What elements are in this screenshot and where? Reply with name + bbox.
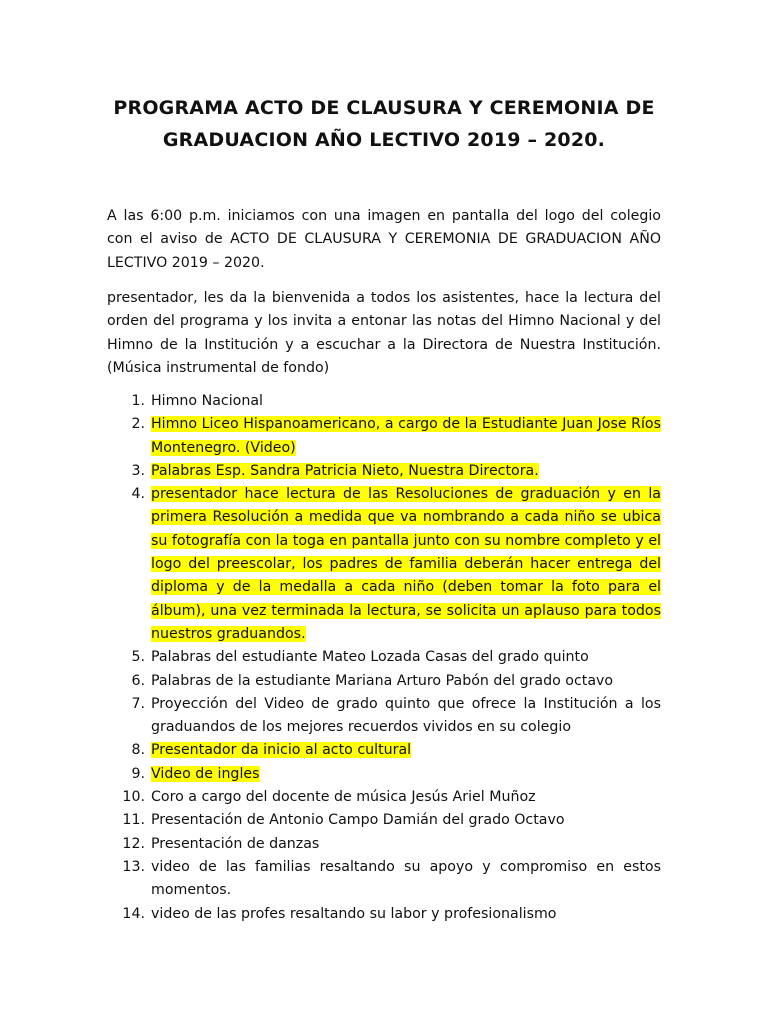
program-item-text: Himno Nacional [151,393,263,409]
title-line-2: GRADUACION AÑO LECTIVO 2019 – 2020. [162,129,606,151]
program-item [107,413,661,460]
program-item-number: 13. [122,858,145,875]
program-item-number: 11. [122,812,145,829]
program-item-text: presentador hace lectura de las Resoluciones de graduación y en la primera Resolución a medida que va nombrando a cada niño se ubica su fotografía con la toga en pantalla junto con su nombre completo y el logo del preescolar, los padres de familia deberán hacer entrega del diploma y de la medalla a cada niño (deben tomar la foto para el álbum), una vez terminada la lectura, se solicita un aplauso para todos nuestros graduandos. [151,486,661,642]
program-item [107,903,661,926]
program-item-text: Himno Liceo Hispanoamericano, a cargo de la Estudiante Juan Jose Ríos Montenegro. (Video) [151,416,661,456]
program-item-text: Presentación de danzas [151,835,320,852]
program-item-text: Proyección del Video de grado quinto que ofrece la Institución a los graduandos de los mejores recuerdos vividos en su colegio [151,695,661,736]
program-item-number: 10. [122,789,145,806]
program-item-number: 3. [131,462,145,479]
program-item-text: Presentación de Antonio Campo Damián del grado Octavo [151,812,565,829]
program-item [107,390,661,413]
program-item-number: 9. [131,765,145,782]
program-list [107,390,661,926]
program-item-text: Palabras del estudiante Mateo Lozada Casas del grado quinto [151,649,589,666]
program-item-number: 4. [131,486,145,503]
intro-paragraph: A las 6:00 p.m. iniciamos con una imagen en pantalla del logo del colegio con el aviso de ACTO DE CLAUSURA Y CEREMONIA DE GRADUACION AÑO LECTIVO 2019 – 2020. [107,208,661,271]
program-item-text: Presentador da inicio al acto cultural [151,742,412,759]
program-item [107,483,661,646]
program-item-text: Coro a cargo del docente de música Jesús Ariel Muñoz [151,789,536,806]
program-item-number: 12. [122,835,145,852]
program-item-text: Palabras de la estudiante Mariana Arturo Pabón del grado octavo [151,672,614,689]
document-title [60,92,708,156]
program-item-number: 14. [122,905,145,922]
program-item-number: 7. [131,695,145,712]
program-item [107,763,661,786]
program-item [107,833,661,856]
program-item-text: Video de ingles [151,765,260,782]
program-item-number: 5. [131,649,145,666]
program-item-number: 6. [131,672,145,689]
program-item-number: 8. [131,742,145,759]
program-item [107,809,661,832]
presenter-paragraph: presentador, les da la bienvenida a todos los asistentes, hace la lectura del orden del programa y los invita a entonar las notas del Himno Nacional y del Himno de la Institución y a escuchar a la Directora de Nuestra Institución. (Música instrumental de fondo) [107,290,661,376]
program-item-text: Palabras Esp. Sandra Patricia Nieto, Nuestra Directora. [151,462,539,479]
program-item [107,739,661,762]
program-item-text: video de las profes resaltando su labor y profesionalismo [151,905,557,922]
program-item [107,670,661,693]
program-item [107,646,661,669]
title-line-1: PROGRAMA ACTO DE CLAUSURA Y CEREMONIA DE [113,97,655,119]
program-item-text: video de las familias resaltando su apoyo y compromiso en estos momentos. [151,858,661,899]
program-item [107,786,661,809]
program-item-number: 1. [131,393,145,409]
program-item [107,460,661,483]
program-item-number: 2. [131,416,145,433]
program-item [107,856,661,903]
program-item [107,693,661,740]
